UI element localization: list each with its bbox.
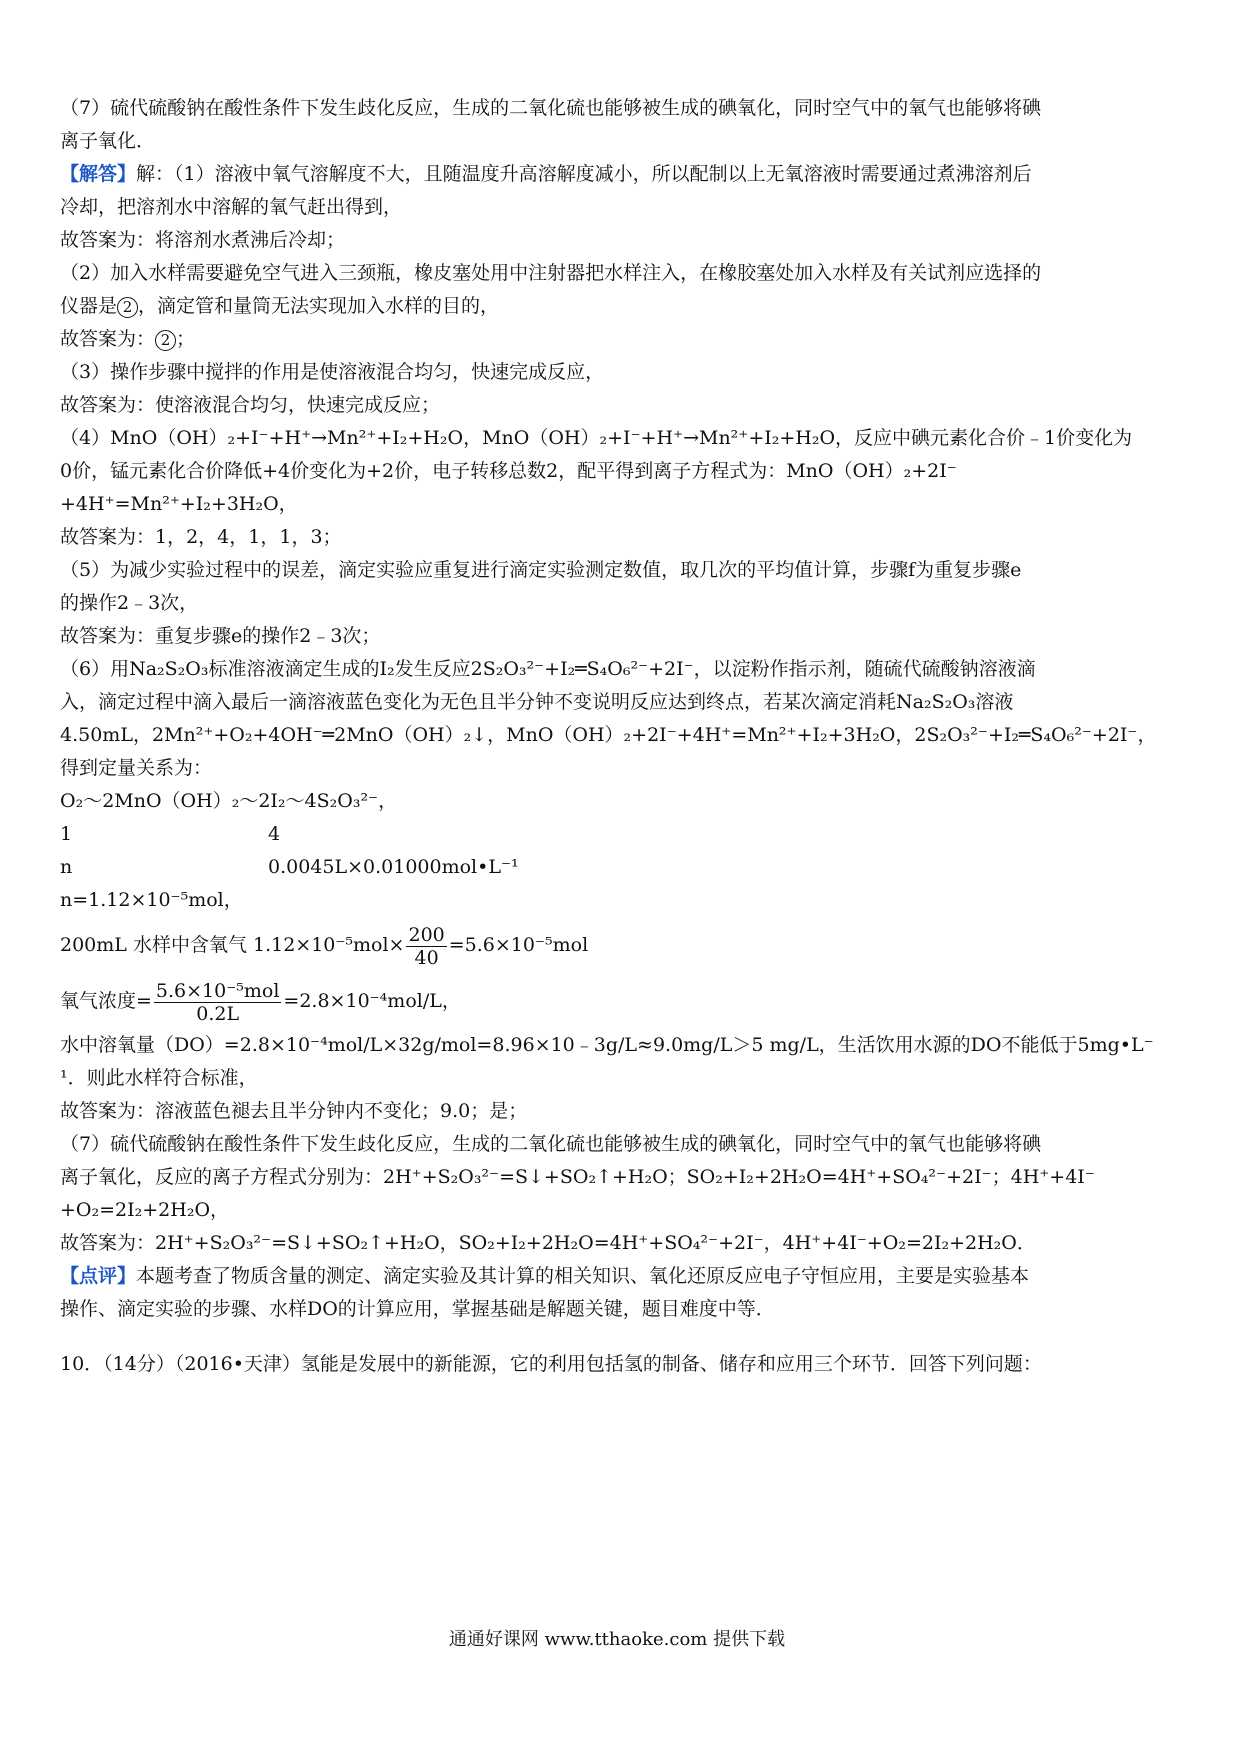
text-segment: 本题考查了物质含量的测定、滴定实验及其计算的相关知识、氧化还原反应电子守恒应用，主要是实验基本 [136, 1265, 1030, 1287]
fraction-denominator: 40 [414, 946, 439, 969]
text-line: 0价，锰元素化合价降低+4价变化为+2价，电子转移总数2，配平得到离子方程式为：MnO（OH）₂+2I⁻ [60, 460, 957, 482]
text-line: 得到定量关系为： [60, 757, 213, 779]
page-footer: 通通好课网 www.tthaoke.com 提供下载 [448, 1629, 786, 1650]
text-segment: 解：（1）溶液中氧气溶解度不大，且随温度升高溶解度减小，所以配制以上无氧溶液时需要通过煮沸溶剂后 [136, 163, 1032, 185]
circled-number: 2 [117, 297, 138, 318]
text-line: O₂～2MnO（OH）₂～2I₂～4S₂O₃²⁻， [60, 790, 398, 812]
text-line: 故答案为：1，2，4，1，1，3； [60, 526, 342, 548]
text-line: 故答案为：溶液蓝色褪去且半分钟内不变化；9.0；是； [60, 1100, 528, 1122]
answer-line [60, 158, 1180, 191]
text-line: 4.50mL，2Mn²⁺+O₂+4OH⁻═2MnO（OH）₂↓，MnO（OH）₂+2I⁻+4H⁺=Mn²⁺+I₂+3H₂O，2S₂O₃²⁻+I₂═S₄O₆²⁻+2I⁻， [60, 724, 1157, 746]
text-segment: ； [176, 328, 196, 350]
answer-tag: 【解答】 [60, 163, 137, 185]
ratio-left: n [60, 856, 73, 878]
text-line [60, 290, 1180, 323]
text-line: 故答案为：重复步骤e的操作2﹣3次； [60, 625, 381, 647]
text-line: （7）硫代硫酸钠在酸性条件下发生歧化反应，生成的二氧化硫也能够被生成的碘氧化，同时空气中的氧气也能够将碘 [60, 1133, 1042, 1155]
circled-number: 2 [155, 330, 176, 351]
text-line: 的操作2﹣3次， [60, 592, 199, 614]
comment-line [60, 1260, 1180, 1293]
text-segment: 故答案为： [60, 328, 156, 350]
fraction-numerator: 200 [408, 923, 445, 946]
formula-line [60, 917, 1180, 973]
text-line: 离子氧化． [60, 130, 156, 152]
text-line: （5）为减少实验过程中的误差，滴定实验应重复进行滴定实验测定数值，取几次的平均值计算，步骤f为重复步骤e [60, 559, 1022, 581]
ratio-right: 4 [268, 823, 281, 845]
ratio-left: 1 [60, 823, 73, 845]
document-body [60, 92, 1180, 1381]
text-segment: 200mL 水样中含氧气 1.12×10⁻⁵mol× [60, 934, 405, 956]
ratio-line [60, 851, 1180, 884]
text-line: 故答案为：使溶液混合均匀，快速完成反应； [60, 394, 441, 416]
ratio-line [60, 818, 1180, 851]
text-line: （6）用Na₂S₂O₃标准溶液滴定生成的I₂发生反应2S₂O₃²⁻+I₂═S₄O₆²⁻+2I⁻，以淀粉作指示剂，随硫代硫酸钠溶液滴 [60, 658, 1036, 680]
text-line: 入，滴定过程中滴入最后一滴溶液蓝色变化为无色且半分钟不变说明反应达到终点，若某次滴定消耗Na₂S₂O₃溶液 [60, 691, 1014, 713]
text-line: （3）操作步骤中搅拌的作用是使溶液混合均匀，快速完成反应， [60, 361, 605, 383]
text-segment: 氧气浓度= [60, 990, 152, 1012]
formula-line [60, 973, 1180, 1029]
fraction [406, 924, 446, 969]
text-line: 离子氧化，反应的离子方程式分别为：2H⁺+S₂O₃²⁻=S↓+SO₂↑+H₂O；SO₂+I₂+2H₂O=4H⁺+SO₄²⁻+2I⁻；4H⁺+4I⁻ [60, 1166, 1095, 1188]
text-line [60, 323, 1180, 356]
text-line: 故答案为：将溶剂水煮沸后冷却； [60, 229, 346, 251]
fraction-denominator: 0.2L [196, 1002, 240, 1025]
text-line: ¹．则此水样符合标准， [60, 1067, 258, 1089]
text-segment: =2.8×10⁻⁴mol/L， [283, 990, 461, 1012]
question-heading: 10．（14分）（2016•天津）氢能是发展中的新能源，它的利用包括氢的制备、储存和应用三个环节．回答下列问题： [60, 1353, 1042, 1375]
text-line: 冷却，把溶剂水中溶解的氧气赶出得到， [60, 196, 403, 218]
fraction [154, 980, 282, 1025]
text-line: （7）硫代硫酸钠在酸性条件下发生歧化反应，生成的二氧化硫也能够被生成的碘氧化，同时空气中的氧气也能够将碘 [60, 97, 1042, 119]
text-line: +4H⁺=Mn²⁺+I₂+3H₂O， [60, 493, 298, 515]
text-line: +O₂=2I₂+2H₂O， [60, 1199, 230, 1221]
ratio-right: 0.0045L×0.01000mol•L⁻¹ [268, 856, 519, 878]
fraction-numerator: 5.6×10⁻⁵mol [155, 979, 280, 1002]
text-segment: ，滴定管和量筒无法实现加入水样的目的， [138, 295, 500, 317]
text-line: n=1.12×10⁻⁵mol， [60, 889, 243, 911]
text-segment: 仪器是 [60, 295, 118, 317]
text-line: 操作、滴定实验的步骤、水样DO的计算应用，掌握基础是解题关键，题目难度中等． [60, 1298, 775, 1320]
text-line: 水中溶氧量（DO）=2.8×10⁻⁴mol/L×32g/mol=8.96×10﹣3g/L≈9.0mg/L＞5 mg/L，生活饮用水源的DO不能低于5mg•L⁻ [60, 1034, 1154, 1056]
text-line: （2）加入水样需要避免空气进入三颈瓶，橡皮塞处用中注射器把水样注入，在橡胶塞处加入水样及有关试剂应选择的 [60, 262, 1042, 284]
text-line: 故答案为：2H⁺+S₂O₃²⁻=S↓+SO₂↑+H₂O，SO₂+I₂+2H₂O=4H⁺+SO₄²⁻+2I⁻，4H⁺+4I⁻+O₂=2I₂+2H₂O． [60, 1232, 1036, 1254]
text-segment: =5.6×10⁻⁵mol [448, 934, 589, 956]
text-line: （4）MnO（OH）₂+I⁻+H⁺→Mn²⁺+I₂+H₂O，MnO（OH）₂+I⁻+H⁺→Mn²⁺+I₂+H₂O，反应中碘元素化合价﹣1价变化为 [60, 427, 1133, 449]
comment-tag: 【点评】 [60, 1265, 137, 1287]
